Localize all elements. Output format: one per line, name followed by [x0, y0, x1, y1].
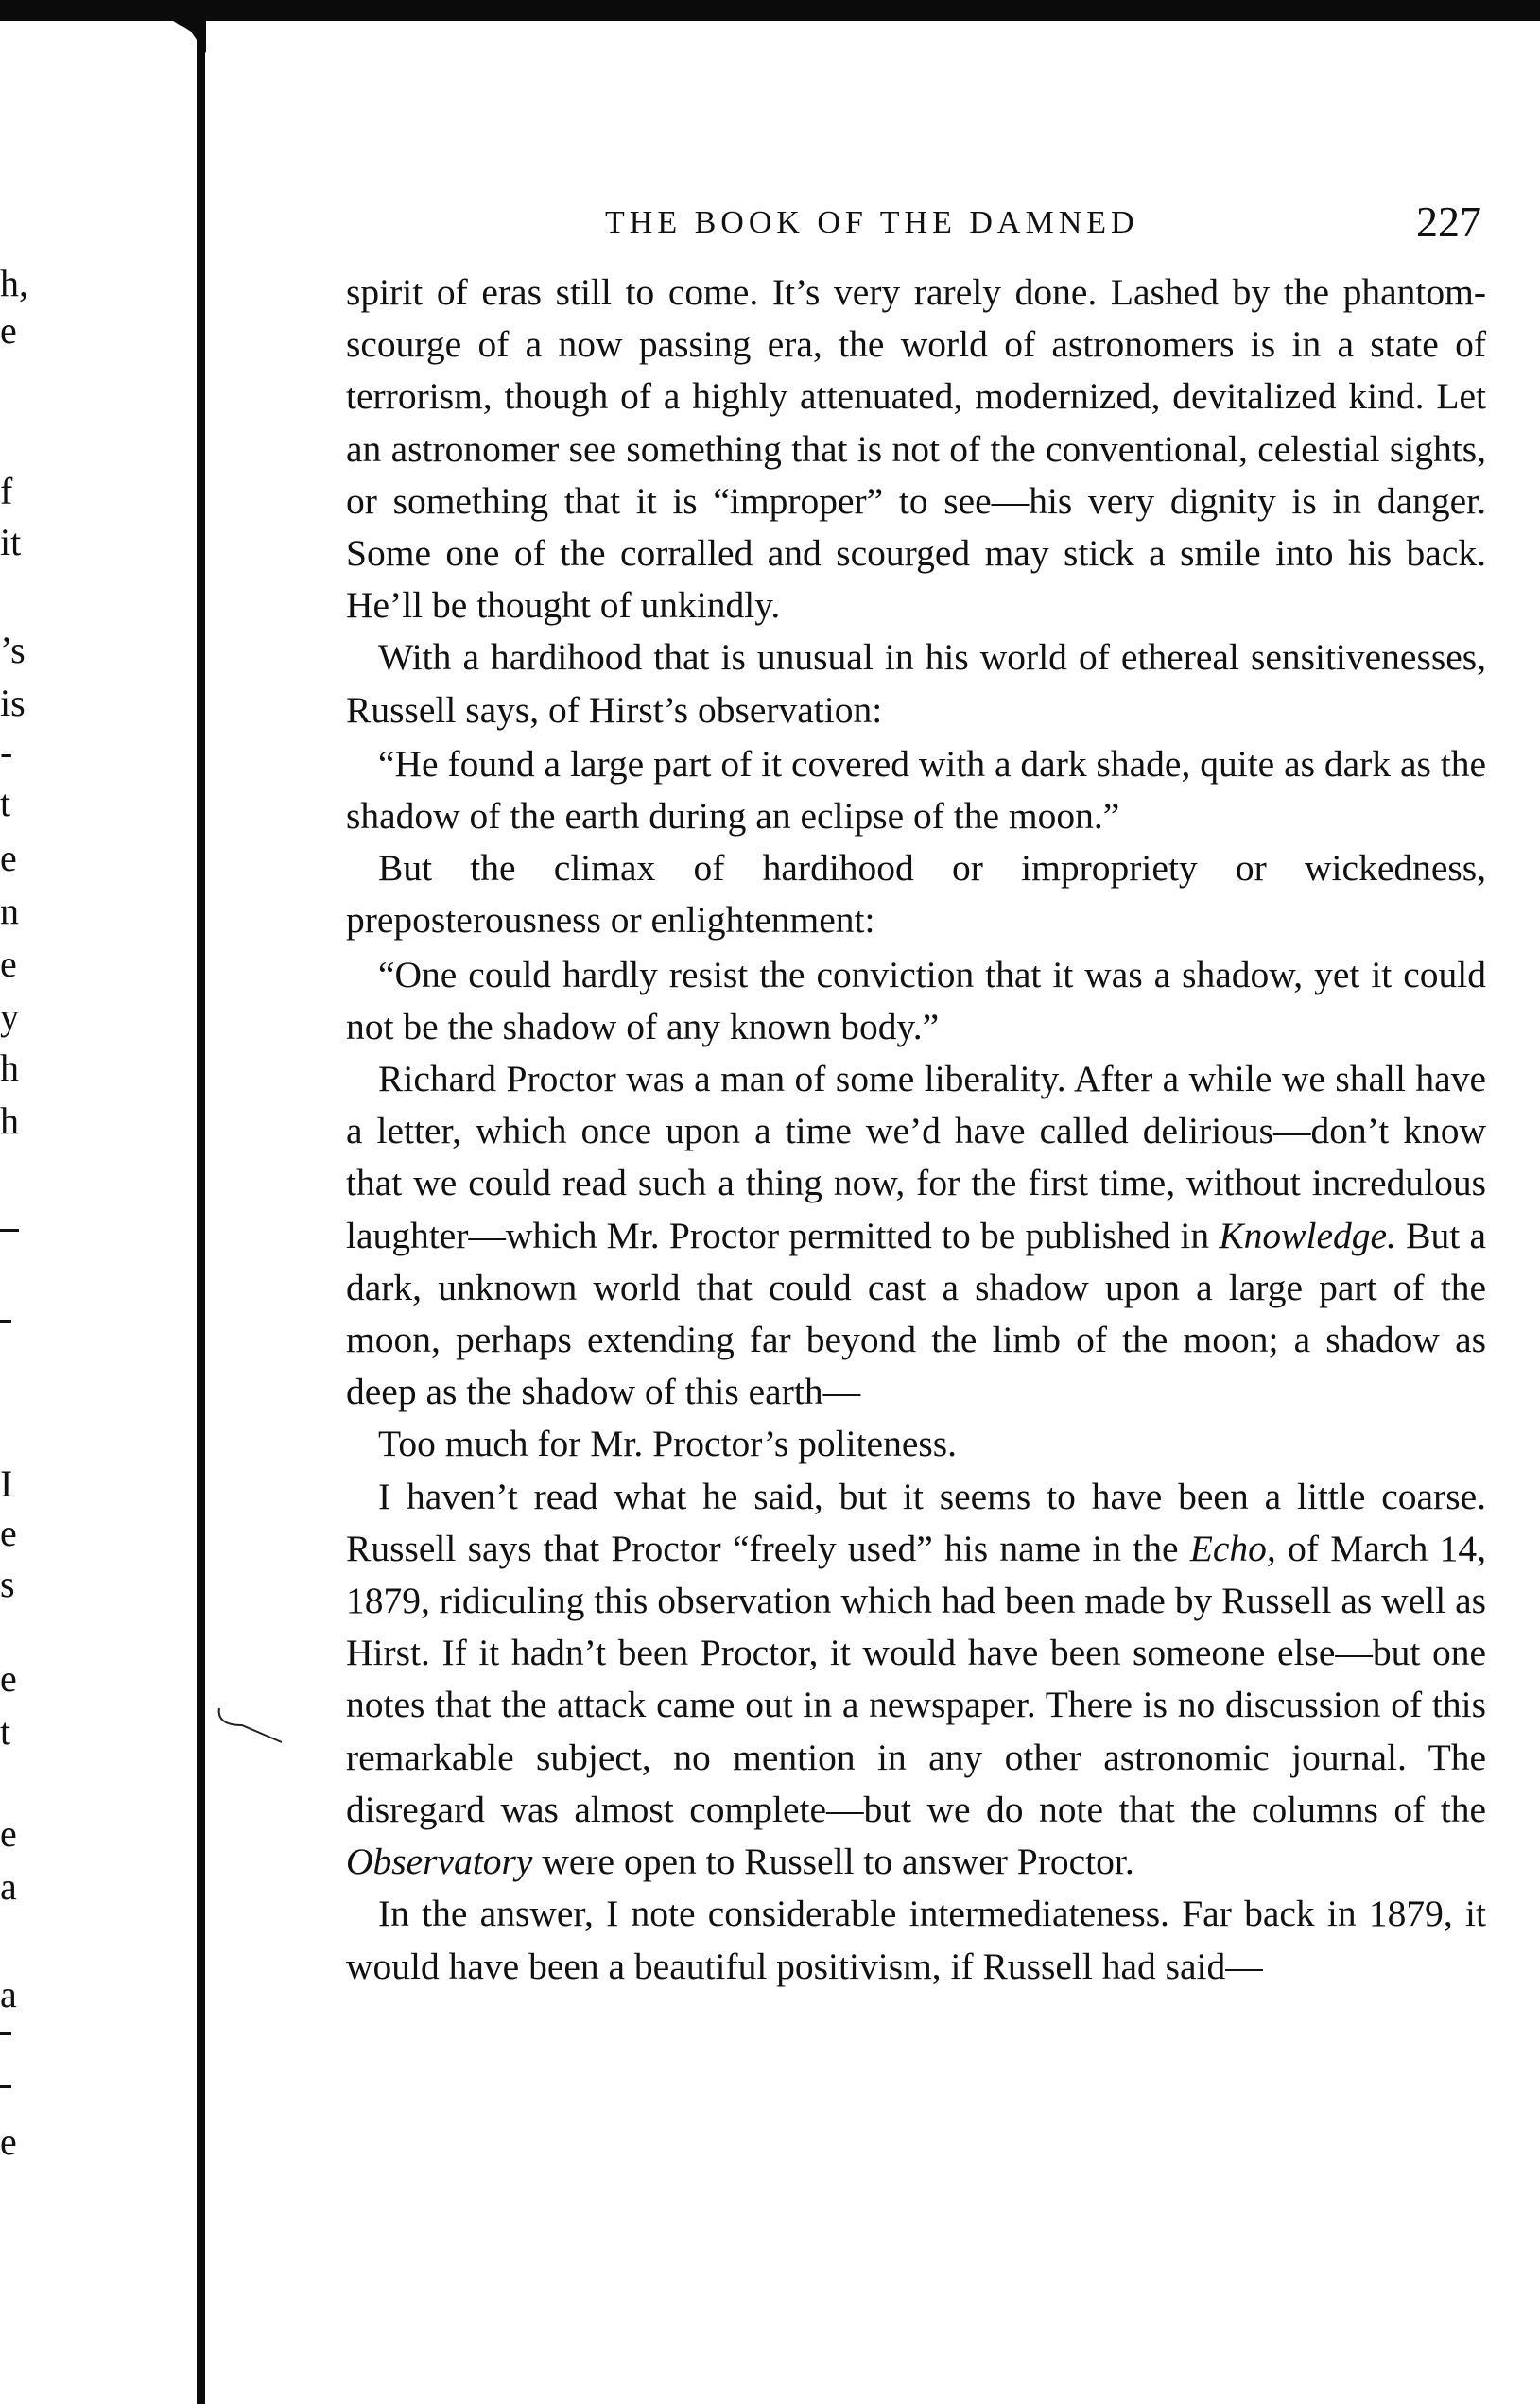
- prev-page-fragment: ’s: [0, 629, 26, 671]
- prev-page-fragment: e: [0, 2120, 17, 2163]
- paragraph-text: I haven’t read what he said, but it seems to have been a little coarse. Russell says that Proctor “freely used” his name in the: [346, 1475, 1486, 1569]
- prev-page-fragment: it: [0, 521, 22, 563]
- prev-page-fragment: n: [0, 890, 19, 932]
- paragraph: [346, 1053, 1486, 1418]
- prev-page-fragment: e: [0, 1512, 17, 1554]
- italic-title: Observatory: [346, 1841, 533, 1883]
- body-text: [346, 267, 1486, 1993]
- prev-page-dash: [0, 2085, 11, 2088]
- prev-page-fragment: t: [0, 782, 11, 824]
- book-binding-shadow: [197, 9, 205, 2404]
- prev-page-fragment: e: [0, 943, 17, 985]
- italic-title: Echo,: [1189, 1527, 1276, 1569]
- prev-page-dash: [0, 1229, 19, 1232]
- prev-page-fragment: f: [0, 470, 13, 512]
- prev-page-fragment: a: [0, 1865, 17, 1908]
- prev-page-fragment: t: [0, 1710, 11, 1753]
- prev-page-dash: [0, 1320, 11, 1323]
- quoted-paragraph: “He found a large part of it covered with a dark shade, quite as dark as the shadow of the earth during an eclipse of the moon.”: [346, 742, 1486, 838]
- running-head: THE BOOK OF THE DAMNED: [605, 205, 1139, 240]
- prev-page-fragment: h,: [0, 262, 28, 304]
- prev-page-fragment: is: [0, 682, 26, 724]
- paragraph: But the climax of hardihood or impropriety or wickedness, preposterousness or enlightenment:: [346, 847, 1486, 942]
- prev-page-fragment: s: [0, 1563, 15, 1605]
- paragraph-text: were open to Russell to answer Proctor.: [532, 1841, 1134, 1883]
- page-number: 227: [1416, 198, 1481, 246]
- prev-page-fragment: e: [0, 837, 17, 879]
- paragraph: Too much for Mr. Proctor’s politeness.: [378, 1423, 957, 1465]
- prev-page-fragment: e: [0, 1812, 17, 1855]
- italic-title: Knowledge.: [1219, 1214, 1396, 1256]
- paragraph: spirit of eras still to come. It’s very rarely done. Lashed by the phantom-scourge of a now passing era, the world of astronomers is in a state of terrorism, though of a highly attenuated, modernized, devitalized kind. Let an astronomer see something that is not of the conventional, celestial sights, or something that it is “improper” to see—his very dignity is in danger. Some one of the corralled and scourged may stick a smile into his back. He’ll be thought of unkindly.: [346, 271, 1486, 627]
- paragraph-text: But a dark, unknown world that could cast a shadow upon a large part of the moon, perhaps extending far beyond the limb of the moon; a shadow as deep as the shadow of this earth—: [346, 1214, 1486, 1413]
- prev-page-dash: [0, 2032, 11, 2035]
- paragraph-text: Richard Proctor was a man of some liberality. After a while we shall have a letter, which once upon a time we’d have called delirious—don’t know that we could read such a thing now, for the first time, without incredulous laughter—which Mr. Proctor permitted to be published in: [346, 1058, 1486, 1256]
- prev-page-fragment: e: [0, 1657, 17, 1700]
- prev-page-fragment: y: [0, 995, 19, 1038]
- prev-page-fragment: I: [0, 1462, 13, 1505]
- prev-page-fragment: a: [0, 1973, 17, 2015]
- prev-page-fragment: h: [0, 1099, 19, 1142]
- prev-page-fragment: e: [0, 309, 17, 352]
- scan-top-edge: [0, 0, 1540, 21]
- prev-page-fragment: h: [0, 1046, 19, 1089]
- paragraph: In the answer, I note considerable intermediateness. Far back in 1879, it would have been a beautiful positivism, if Russell had said—: [346, 1893, 1486, 1987]
- pencil-margin-mark: [217, 1706, 286, 1744]
- paragraph: With a hardihood that is unusual in his world of ethereal sensitivenesses, Russell says, of Hirst’s observation:: [346, 636, 1486, 731]
- paragraph-text: of March 14, 1879, ridiculing this observation which had been made by Russell as well as Hirst. If it hadn’t been Proctor, it would have been someone else—but one notes that the attack came out in a newspaper. There is no discussion of this remarkable subject, no mention in any other astronomic journal. The disregard was almost complete—but we do note that the columns of the: [346, 1527, 1486, 1830]
- prev-page-fragment: -: [0, 731, 13, 773]
- paragraph: [346, 1471, 1486, 1889]
- quoted-paragraph: “One could hardly resist the conviction that it was a shadow, yet it could not be the shadow of any known body.”: [346, 953, 1486, 1047]
